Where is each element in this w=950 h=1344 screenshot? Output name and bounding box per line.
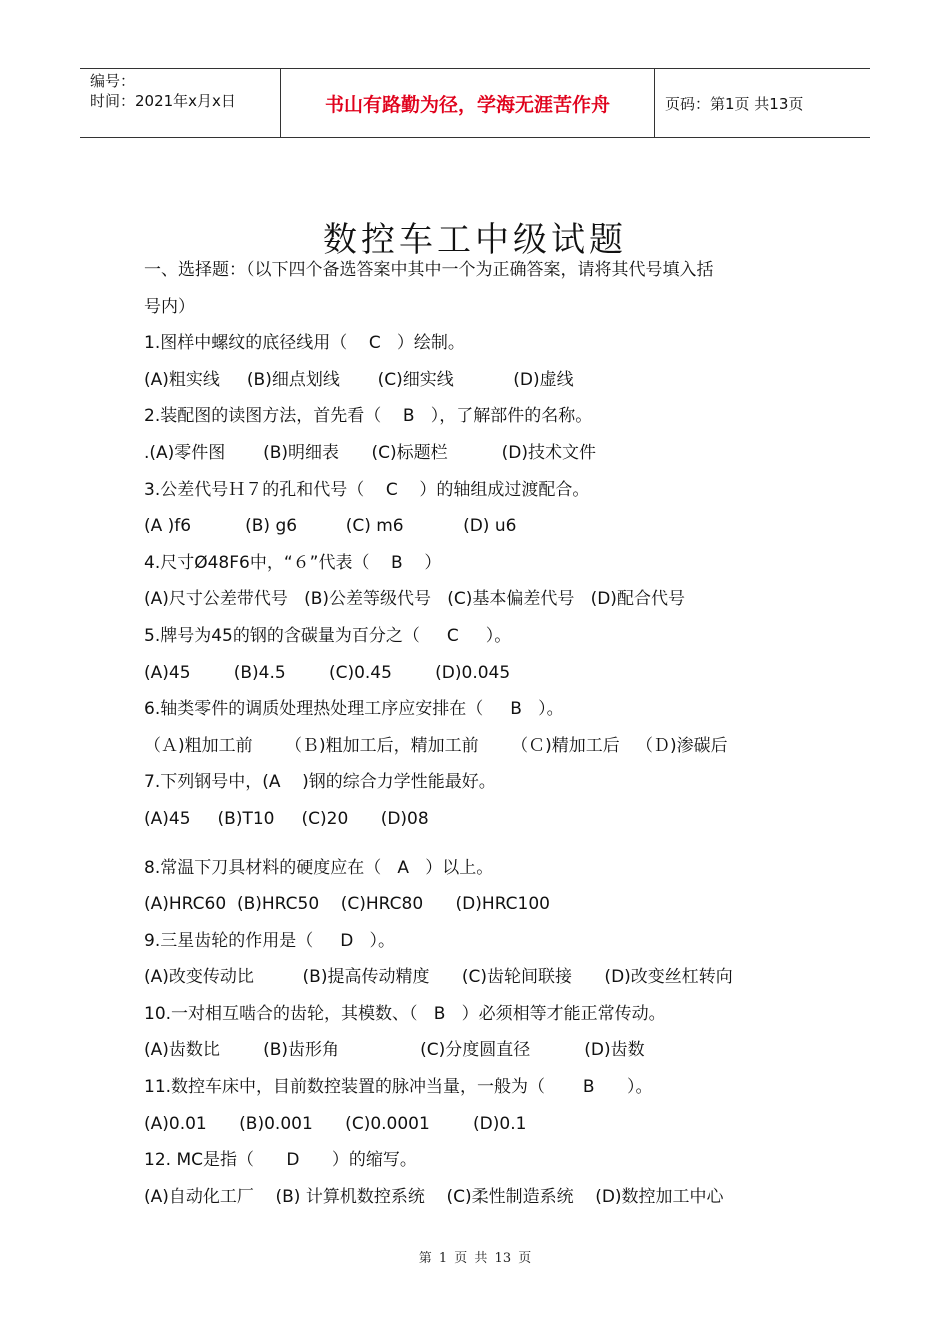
question-12: 12. MC是指（ D ）的缩写。 bbox=[144, 1150, 417, 1171]
question-11: 11.数控车床中，目前数控装置的脉冲当量，一般为（ B ）。 bbox=[144, 1077, 653, 1098]
page-header bbox=[80, 68, 870, 138]
header-meta bbox=[80, 69, 281, 137]
question-5: 5.牌号为45的钢的含碳量为百分之（ C ）。 bbox=[144, 625, 512, 646]
time-label: 时间：2021年x月x日 bbox=[90, 92, 236, 110]
question-8: 8.常温下刀具材料的硬度应在（ A ）以上。 bbox=[144, 857, 494, 878]
question-8-options: (A)HRC60 (B)HRC50 (C)HRC80 (D)HRC100 bbox=[144, 894, 550, 915]
question-7-options: (A)45 (B)T10 (C)20 (D)08 bbox=[144, 808, 429, 829]
question-10-options: (A)齿数比 (B)齿形角 (C)分度圆直径 (D)齿数 bbox=[144, 1040, 645, 1061]
serial-label: 编号： bbox=[90, 72, 136, 90]
document-title: 数控车工中级试题 bbox=[323, 220, 627, 260]
page-footer: 第 1 页 共 13 页 bbox=[418, 1251, 532, 1266]
question-2-options: .(A)零件图 (B)明细表 (C)标题栏 (D)技术文件 bbox=[144, 442, 597, 463]
question-3: 3.公差代号Ｈ７的孔和代号（ C ）的轴组成过渡配合。 bbox=[144, 479, 590, 500]
question-3-options: (A )f6 (B) g6 (C) m6 (D) u6 bbox=[144, 516, 517, 537]
question-2: 2.装配图的读图方法，首先看（ B ），了解部件的名称。 bbox=[144, 406, 593, 427]
question-1: 1.图样中螺纹的底径线用（ C ）绘制。 bbox=[144, 333, 465, 354]
question-9: 9.三星齿轮的作用是（ D ）。 bbox=[144, 930, 396, 951]
question-6: 6.轴类零件的调质处理热处理工序应安排在（ B ）。 bbox=[144, 699, 564, 720]
question-11-options: (A)0.01 (B)0.001 (C)0.0001 (D)0.1 bbox=[144, 1113, 527, 1134]
header-motto: 书山有路勤为径，学海无涯苦作舟 bbox=[281, 69, 655, 137]
question-1-options: (A)粗实线 (B)细点划线 (C)细实线 (D)虚线 bbox=[144, 369, 574, 390]
question-7: 7.下列钢号中，(A )钢的综合力学性能最好。 bbox=[144, 772, 496, 793]
question-9-options: (A)改变传动比 (B)提高传动精度 (C)齿轮间联接 (D)改变丝杠转向 bbox=[144, 967, 733, 988]
header-page-info: 页码：第1页 共13页 bbox=[665, 94, 804, 113]
section-intro-line1: 一、选择题：（以下四个备选答案中其中一个为正确答案，请将其代号填入括 bbox=[144, 260, 714, 280]
question-4-options: (A)尺寸公差带代号 (B)公差等级代号 (C)基本偏差代号 (D)配合代号 bbox=[144, 589, 685, 610]
question-6-options: （Ａ)粗加工前 （Ｂ)粗加工后，精加工前 （Ｃ)精加工后 （Ｄ)渗碳后 bbox=[144, 735, 728, 756]
question-12-options: (A)自动化工厂 (B) 计算机数控系统 (C)柔性制造系统 (D)数控加工中心 bbox=[144, 1186, 724, 1207]
question-10: 10.一对相互啮合的齿轮，其模数、（ B ）必须相等才能正常传动。 bbox=[144, 1003, 666, 1024]
question-4: 4.尺寸Ø48F6中，“６”代表（ B ） bbox=[144, 552, 442, 573]
question-list bbox=[144, 252, 824, 1215]
section-intro-line2: 号内） bbox=[144, 296, 195, 317]
question-5-options: (A)45 (B)4.5 (C)0.45 (D)0.045 bbox=[144, 662, 511, 683]
spacer bbox=[144, 838, 824, 850]
